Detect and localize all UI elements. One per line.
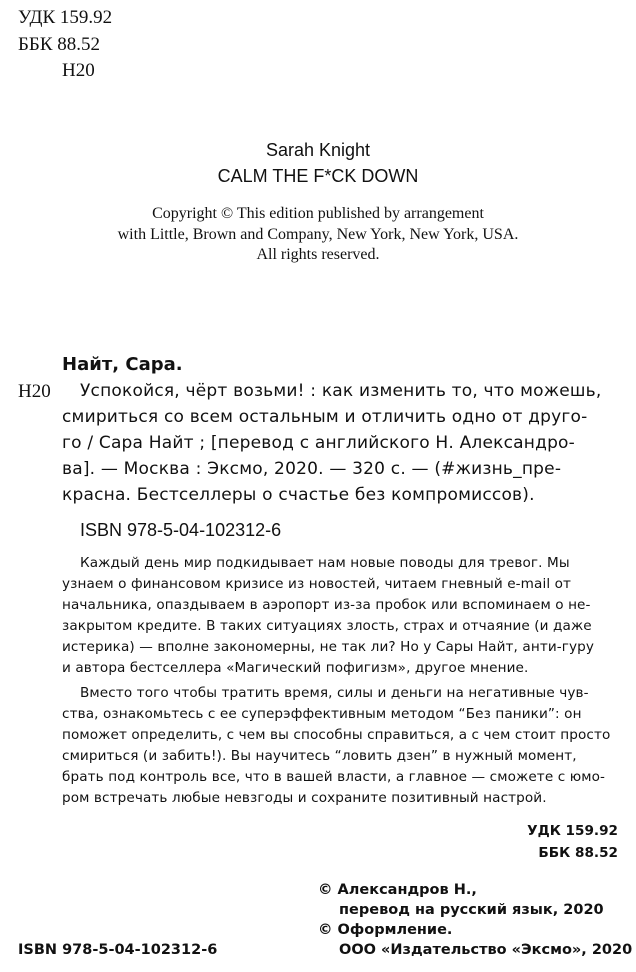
bbk-code: ББК 88.52	[18, 34, 100, 55]
original-author: Sarah Knight	[265, 140, 371, 160]
annotation-p1-line-3: начальника, опаздываем в аэропорт из-за пробок или вспоминаем о не-	[62, 597, 591, 613]
annotation-p1-line-1: Каждый день мир подкидывает нам новые поводы для тревог. Мы	[80, 555, 570, 571]
bib-line-3: го / Сара Найт ; [перевод с английского Н. Александро-	[62, 433, 575, 453]
annotation-p1-line-2: узнаем о финансовом кризисе из новостей, читаем гневный e-mail от	[62, 576, 572, 592]
copyright-line-1: Copyright © This edition published by arrangement	[152, 205, 484, 222]
author-mark-record: Н20	[18, 381, 51, 402]
bib-line-1: Успокойся, чёрт возьми! : как изменить то, что можешь,	[80, 381, 602, 401]
design-copyright-line-2: ООО «Издательство «Эксмо», 2020	[339, 942, 633, 958]
bib-line-4: ва]. — Москва : Эксмо, 2020. — 320 с. — (#жизнь_пре-	[62, 459, 562, 479]
annotation-p2-line-3: поможет определить, с чем вы способны справиться, а с чем стоит просто	[62, 727, 611, 743]
copyright-line-2: with Little, Brown and Company, New York, New York, USA.	[117, 226, 519, 243]
isbn-record: ISBN 978-5-04-102312-6	[80, 520, 282, 540]
udk-code: УДК 159.92	[18, 7, 113, 28]
udk-code-right: УДК 159.92	[527, 823, 618, 839]
annotation-p2-line-4: смириться (и забить!). Вы научитесь “ловить дзен” в нужный момент,	[62, 748, 577, 764]
bib-line-5: красна. Бестселлеры о счастье без компромиссов).	[62, 485, 535, 505]
isbn-bottom: ISBN 978-5-04-102312-6	[18, 942, 218, 958]
annotation-p2-line-2: ства, ознакомьтесь с ее суперэффективным методом “Без паники”: он	[62, 706, 582, 722]
annotation-p2-line-6: ром встречать любые невзгоды и сохраните позитивный настрой.	[62, 790, 547, 806]
annotation-p1-line-6: и автора бестселлера «Магический пофигизм», другое мнение.	[62, 660, 529, 676]
annotation-p1-line-4: закрытом кредите. В таких ситуациях злость, страх и отчаяние (и даже	[62, 618, 592, 634]
design-copyright-line-1: © Оформление.	[318, 922, 453, 938]
annotation-p2-line-5: брать под контроль все, что в вашей власти, а главное — сможете с юмо-	[62, 769, 606, 785]
translation-copyright-line-1: © Александров Н.,	[318, 882, 477, 898]
annotation-p1-line-5: истерика) — вполне закономерны, не так ли? Но у Сары Найт, анти-гуру	[62, 639, 595, 655]
translation-copyright-line-2: перевод на русский язык, 2020	[339, 902, 604, 918]
original-title: CALM THE F*CK DOWN	[217, 166, 419, 186]
bib-line-2: смириться со всем остальным и отличить одно от друго-	[62, 407, 588, 427]
bbk-code-right: ББК 88.52	[538, 845, 618, 861]
annotation-p2-line-1: Вместо того чтобы тратить время, силы и деньги на негативные чув-	[80, 685, 589, 701]
author-mark-top: Н20	[62, 60, 95, 81]
copyright-line-3: All rights reserved.	[256, 246, 380, 263]
author-heading: Найт, Сара.	[62, 354, 183, 375]
